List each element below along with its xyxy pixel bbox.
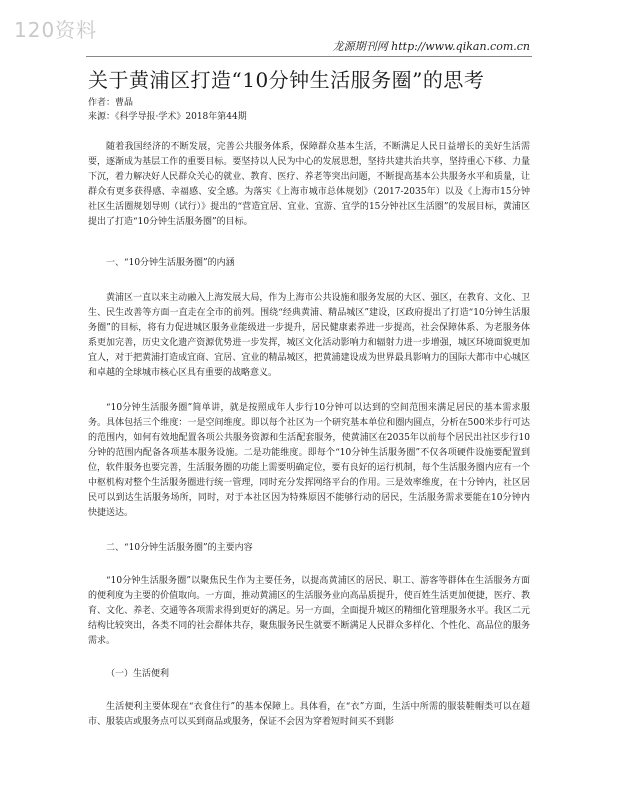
paragraph: “10分钟生活服务圈”简单讲，就是按照成年人步行10分钟可以达到的空间范围来满足居民的基本需求服务。具体包括三个维度：一是空间维度。即以每个社区为一个研究基本单位和圈内圆点，分析在500米步行可达的范围内，如何有效地配置各项公共服务资源和生活配套服务，使黄浦区在2035年以前每个居民出社区步行10分钟的范围内配备各项基本服务设施。二是功能维度。即每个“10分钟生活服务圈”不仅各项硬件设施要配置到位，软件服务也要完善，生活服务圈的功能上需要明确定位，要有良好的运行机制，每个生活服务圈内应有一个中枢机构对整个生活服务圈进行统一管理，同时充分发挥网络平台的作用。三是效率维度，在十分钟内，社区居民可以到达生活服务场所，同时，对于本社区因为特殊原因不能够行动的居民，生活服务需求要能在10分钟内快捷送达。 [88,403,530,518]
section-heading: 二、“10分钟生活服务圈”的主要内容 [106,543,253,553]
article-body [88,66,530,730]
watermark-text: 120资料 [14,18,98,42]
paragraph: 随着我国经济的不断发展，完善公共服务体系，保障群众基本生活，不断满足人民日益增长的美好生活需要，逐渐成为基层工作的重要目标。要坚持以人民为中心的发展思想，坚持共建共治共享，坚持重心下移、力量下沉，着力解决好人民群众关心的就业、教育、医疗、养老等突出问题，不断提高基本公共服务水平和质量，让群众有更多获得感、幸福感、安全感。为落实《上海市城市总体规划》（2017-2035年）以及《上海市15分钟社区生活圈规划导则（试行）》提出的“营造宜居、宜业、宜游、宜学的15分钟社区生活圈”的发展目标，黄浦区提出了打造“10分钟生活服务圈”的目标。 [88,142,530,227]
article-author: 作者：曹晶 [88,98,134,108]
paragraph: “10分钟生活服务圈”以聚焦民生作为主要任务，以提高黄浦区的居民、职工、游客等群体在生活服务方面的便利度为主要的价值取向。一方面，推动黄浦区的生活服务业向高品质提升，使百姓生活更加便捷，医疗、教育、文化、养老、交通等各项需求得到更好的满足。另一方面，全面提升城区的精细化管理服务水平。我区二元结构比较突出，各类不同的社会群体共存，聚焦服务民生就要不断满足人民群众多样化、个性化、高品位的服务需求。 [88,576,530,646]
paragraph: 生活便利主要体现在“衣食住行”的基本保障上。具体看，在“衣”方面，生活中所需的服装鞋帽类可以在超市、服装店或服务点可以买到商品或服务，保证不会因为穿着短时间买不到影 [88,702,530,727]
article-title: 关于黄浦区打造“10分钟生活服务圈”的思考 [88,68,485,92]
subsection-heading: （一）生活便利 [106,669,170,679]
header-divider [86,56,532,57]
section-heading: 一、“10分钟生活服务圈”的内涵 [106,258,235,268]
header-source[interactable]: 龙源期刊网 http://www.qikan.com.cn [332,40,530,53]
article-origin: 来源：《科学导报·学术》2018年第44期 [88,112,247,122]
paragraph: 黄浦区一直以来主动融入上海发展大局，作为上海市公共设施和服务发展的大区、强区，在教育、文化、卫生、民生改善等方面一直走在全市的前列。围绕“经典黄浦、精品城区”建设，区政府提出了打造“10分钟生活服务圈”的目标，将有力促进城区服务业能级进一步提升，居民健康素养进一步提高，社会保障体系、为老服务体系更加完善，历史文化遗产资源优势进一步发挥，城区文化活动影响力和辐射力进一步增强，城区环境面貌更加宜人，对于把黄浦打造成宜商、宜居、宜业的精品城区，把黄浦建设成为世界最具影响力的国际大都市中心城区和卓越的全球城市核心区具有重要的战略意义。 [88,293,530,378]
